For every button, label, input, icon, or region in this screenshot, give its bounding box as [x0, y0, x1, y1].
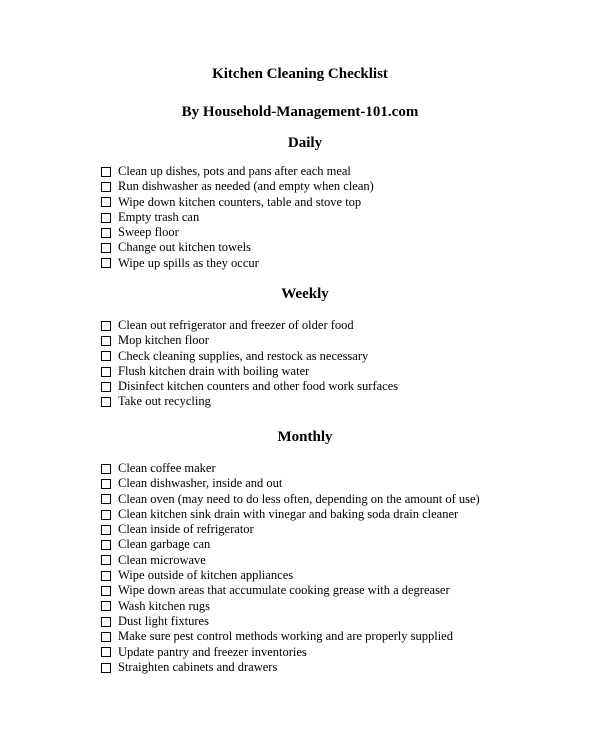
checklist-item [101, 394, 398, 409]
checklist-item-label: Check cleaning supplies, and restock as necessary [118, 348, 369, 363]
checkbox-icon[interactable] [101, 494, 111, 504]
checklist-item-label: Run dishwasher as needed (and empty when clean) [118, 179, 374, 194]
checklist-item [101, 583, 480, 598]
checklist-item [101, 256, 374, 271]
checklist-item-label: Change out kitchen towels [118, 240, 251, 255]
checklist-item [101, 461, 480, 476]
checklist-item-label: Mop kitchen floor [118, 333, 209, 348]
checklist-item-label: Clean oven (may need to do less often, depending on the amount of use) [118, 491, 480, 506]
checklist-item [101, 660, 480, 675]
daily-heading: Daily [287, 135, 323, 151]
checkbox-icon[interactable] [101, 601, 111, 611]
checklist-item [101, 553, 480, 568]
page-subtitle: By Household-Management-101.com [181, 104, 419, 120]
checklist-item-label: Clean coffee maker [118, 461, 216, 475]
checklist-item [101, 614, 480, 629]
checkbox-icon[interactable] [101, 258, 111, 268]
checkbox-icon[interactable] [101, 479, 111, 489]
checklist-item-label: Dust light fixtures [118, 613, 209, 628]
weekly-checklist [101, 318, 398, 410]
checkbox-icon[interactable] [101, 464, 111, 474]
checklist-item [101, 379, 398, 394]
checklist-item-label: Clean out refrigerator and freezer of older food [118, 318, 354, 332]
checkbox-icon[interactable] [101, 571, 111, 581]
checklist-item [101, 364, 398, 379]
checklist-item-label: Clean garbage can [118, 537, 211, 552]
checkbox-icon[interactable] [101, 617, 111, 627]
checklist-item-label: Wipe down kitchen counters, table and stove top [118, 194, 362, 209]
checklist-item [101, 522, 480, 537]
checklist-item [101, 240, 374, 255]
checkbox-icon[interactable] [101, 586, 111, 596]
checklist-item-label: Empty trash can [118, 209, 200, 224]
checklist-item-label: Flush kitchen drain with boiling water [118, 363, 310, 378]
checkbox-icon[interactable] [101, 182, 111, 192]
checklist-item-label: Clean microwave [118, 552, 206, 567]
checkbox-icon[interactable] [101, 632, 111, 642]
weekly-heading: Weekly [281, 286, 329, 302]
checklist-item [101, 195, 374, 210]
checkbox-icon[interactable] [101, 555, 111, 565]
checkbox-icon[interactable] [101, 367, 111, 377]
checklist-item-label: Wash kitchen rugs [118, 598, 211, 613]
checklist-item [101, 225, 374, 240]
checkbox-icon[interactable] [101, 382, 111, 392]
checklist-item-label: Sweep floor [118, 225, 179, 240]
checklist-item [101, 210, 374, 225]
checklist-item [101, 507, 480, 522]
checklist-item-label: Wipe outside of kitchen appliances [118, 568, 294, 583]
checkbox-icon[interactable] [101, 197, 111, 207]
checklist-item [101, 349, 398, 364]
checklist-item-label: Clean kitchen sink drain with vinegar and baking soda drain cleaner [118, 506, 459, 521]
checkbox-icon[interactable] [101, 167, 111, 177]
checklist-item-label: Update pantry and freezer inventories [118, 644, 307, 659]
checklist-item-label: Disinfect kitchen counters and other food work surfaces [118, 379, 399, 394]
checklist-item-label: Wipe down areas that accumulate cooking grease with a degreaser [118, 583, 450, 598]
checkbox-icon[interactable] [101, 663, 111, 673]
checkbox-icon[interactable] [101, 525, 111, 535]
checkbox-icon[interactable] [101, 336, 111, 346]
checkbox-icon[interactable] [101, 397, 111, 407]
checklist-item [101, 645, 480, 660]
checklist-item [101, 629, 480, 644]
checklist-item [101, 318, 398, 333]
checkbox-icon[interactable] [101, 228, 111, 238]
checklist-item [101, 568, 480, 583]
checklist-item-label: Straighten cabinets and drawers [118, 659, 278, 674]
monthly-checklist [101, 461, 480, 675]
checklist-item [101, 476, 480, 491]
checkbox-icon[interactable] [101, 510, 111, 520]
checklist-item-label: Wipe up spills as they occur [118, 255, 259, 270]
page-title: Kitchen Cleaning Checklist [212, 66, 388, 82]
checklist-item [101, 492, 480, 507]
checklist-item-label: Take out recycling [118, 394, 211, 409]
checklist-item-label: Clean dishwasher, inside and out [118, 476, 283, 491]
checklist-item [101, 333, 398, 348]
checkbox-icon[interactable] [101, 351, 111, 361]
checkbox-icon[interactable] [101, 647, 111, 657]
checkbox-icon[interactable] [101, 213, 111, 223]
checkbox-icon[interactable] [101, 321, 111, 331]
checklist-item-label: Clean up dishes, pots and pans after each meal [118, 164, 351, 178]
checkbox-icon[interactable] [101, 243, 111, 253]
checklist-item [101, 537, 480, 552]
checklist-item [101, 179, 374, 194]
monthly-heading: Monthly [277, 429, 333, 445]
checklist-item-label: Make sure pest control methods working and are properly supplied [118, 629, 453, 644]
checkbox-icon[interactable] [101, 540, 111, 550]
daily-checklist [101, 164, 374, 271]
checklist-item-label: Clean inside of refrigerator [118, 522, 254, 537]
checklist-item [101, 599, 480, 614]
checklist-item [101, 164, 374, 179]
